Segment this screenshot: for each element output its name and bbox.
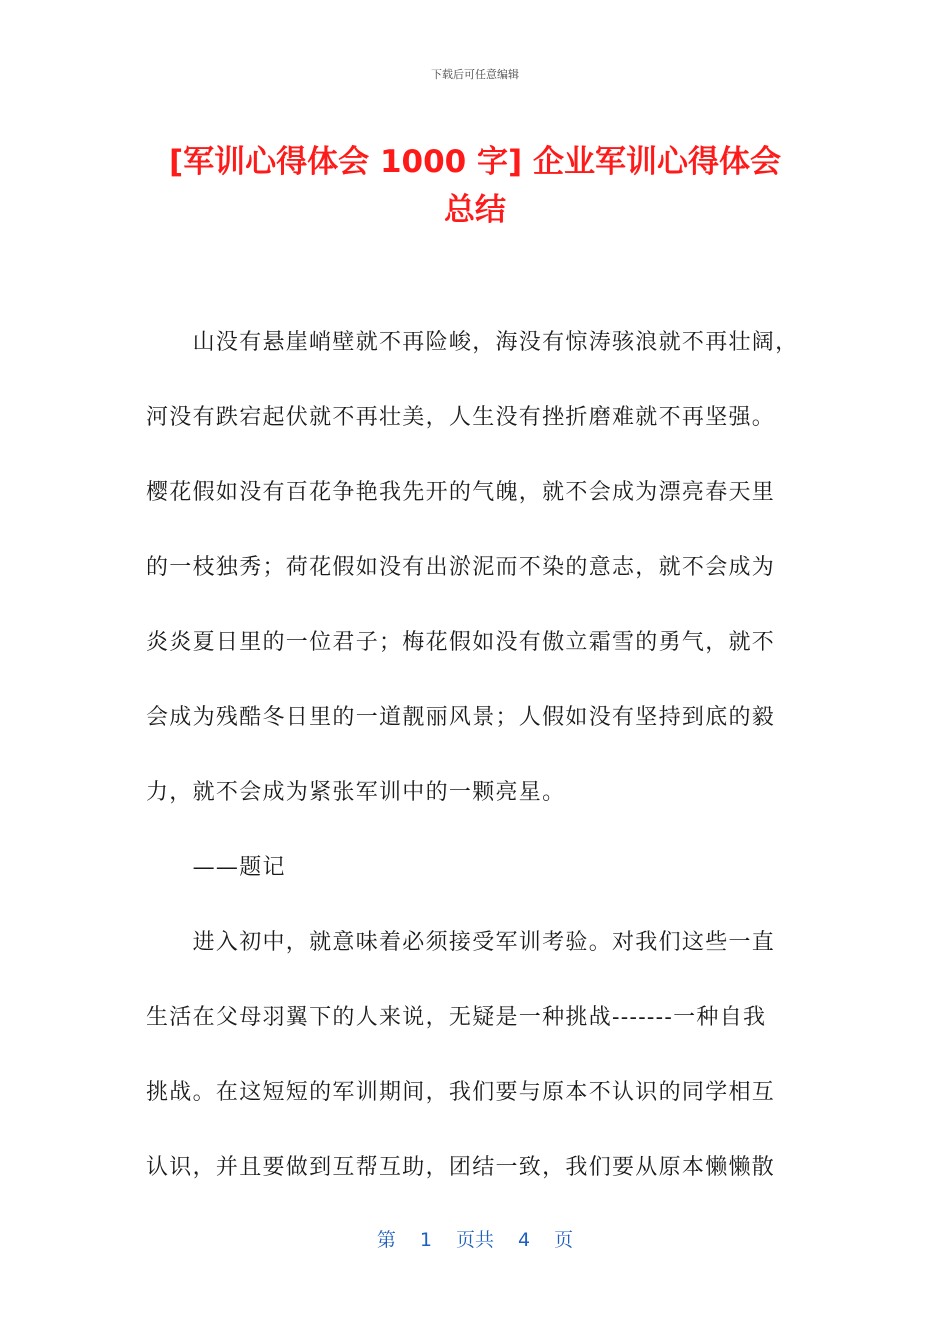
page-suffix: 页 bbox=[554, 1229, 574, 1251]
body-line: 山没有悬崖峭壁就不再险峻，海没有惊涛骇浪就不再壮阔， bbox=[146, 330, 799, 355]
title-line-2: 总结 bbox=[444, 192, 506, 228]
body-line: 河没有跌宕起伏就不再壮美，人生没有挫折磨难就不再坚强。 bbox=[146, 405, 776, 430]
body-line: 的一枝独秀；荷花假如没有出淤泥而不染的意志，就不会成为 bbox=[146, 555, 776, 580]
document-title bbox=[120, 138, 830, 234]
body-line: 进入初中，就意味着必须接受军训考验。对我们这些一直 bbox=[146, 930, 776, 955]
page-prefix: 第 bbox=[376, 1229, 396, 1251]
body-line: ——题记 bbox=[146, 855, 286, 880]
page-current: 1 bbox=[419, 1229, 432, 1251]
body-line: 力，就不会成为紧张军训中的一颗亮星。 bbox=[146, 780, 566, 805]
title-line-1: [军训心得体会 1000 字] 企业军训心得体会 bbox=[169, 144, 781, 180]
body-line: 炎炎夏日里的一位君子；梅花假如没有傲立霜雪的勇气，就不 bbox=[146, 630, 776, 655]
body-line: 樱花假如没有百花争艳我先开的气魄，就不会成为漂亮春天里 bbox=[146, 480, 776, 505]
body-line: 生活在父母羽翼下的人来说，无疑是一种挑战-------一种自我 bbox=[146, 1005, 767, 1030]
body-line: 挑战。在这短短的军训期间，我们要与原本不认识的同学相互 bbox=[146, 1080, 776, 1105]
body-line: 认识，并且要做到互帮互助，团结一致，我们要从原本懒懒散 bbox=[146, 1155, 776, 1180]
page-total: 4 bbox=[518, 1229, 531, 1251]
page-footer bbox=[0, 1225, 950, 1252]
page-middle: 页共 bbox=[455, 1229, 494, 1251]
body-line: 会成为残酷冬日里的一道靓丽风景；人假如没有坚持到底的毅 bbox=[146, 705, 776, 730]
header-note: 下载后可任意编辑 bbox=[431, 68, 519, 81]
